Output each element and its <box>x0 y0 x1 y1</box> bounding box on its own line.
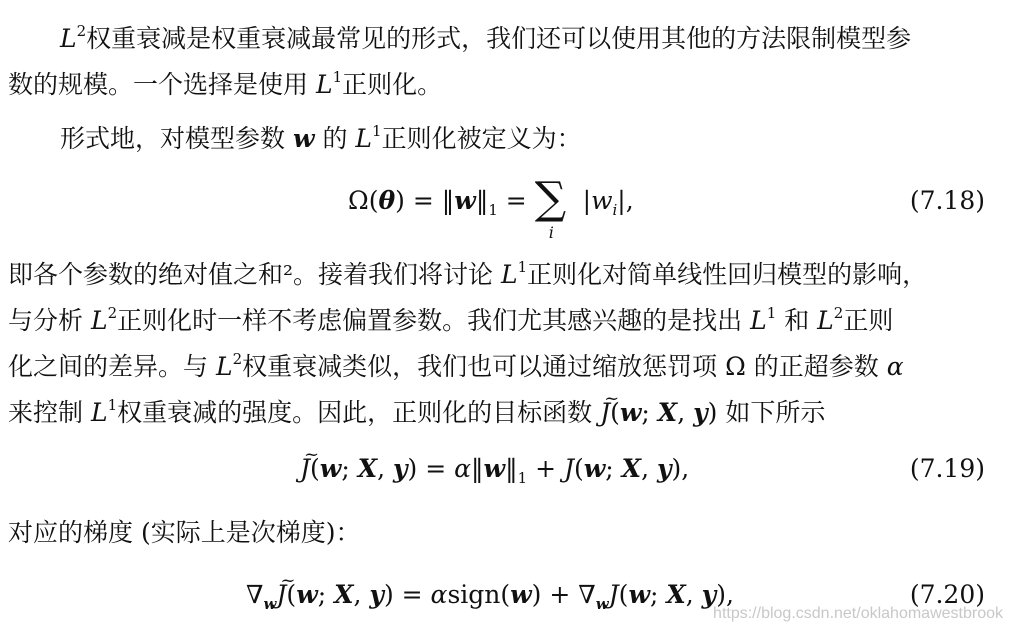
watermark-url: https://blog.csdn.net/oklahomawestbrook <box>713 605 1003 622</box>
para3-text-g: 化之间的差异。与 <box>8 352 209 381</box>
para3-text-b: 正则化对简单线性回归模型的影响， <box>527 260 928 289</box>
para1-text-a: 权重衰减是权重衰减最常见的形式，我们还可以使用其他的方法限制模型参 <box>86 24 912 53</box>
equation-7-19: ~ J(w; X, $y) = \alpha‖w‖_1 + J(w$; X, y), <box>300 452 689 486</box>
para3-line3: 化之间的差异。与 $L^2$权重衰减类似，我们也可以通过缩放惩罚项 Ω 的正超参数 α <box>8 350 904 381</box>
para3-text-j: 来控制 <box>8 398 84 427</box>
math-L2: L <box>60 24 77 53</box>
para3-text-c: 与分析 <box>8 306 84 335</box>
eq-number-7-20: (7.20) <box>909 580 985 609</box>
para3-text-e: 和 <box>784 306 810 335</box>
para2-text-c: 正则化被定义为： <box>381 124 582 153</box>
para4-line <box>8 516 360 550</box>
para3-line2: 与分析 $L^2$正则化时一样不考虑偏置参数。我们尤其感兴趣的是找出 $L^1$ 和 $L^2$正则 <box>8 304 894 335</box>
para1-text-b: 数的规模。一个选择是使用 <box>8 70 309 99</box>
para3-text-l: 如下所示 <box>725 398 826 427</box>
para4-text: 对应的梯度 (实际上是次梯度)： <box>8 518 361 547</box>
equation-7-18: $\Omega(\theta) = ‖w‖_1$ = ∑ i $|w_i|$, <box>348 172 634 242</box>
para1-line1: $L^2$权重衰减是权重衰减最常见的形式，我们还可以使用其他的方法限制模型参 <box>60 22 912 53</box>
para1-text-c: 正则化。 <box>342 70 443 99</box>
eq-number-7-19: (7.19) <box>909 454 985 483</box>
sum-symbol: ∑ i <box>534 172 567 242</box>
para3-text-a: 即各个参数的绝对值之和²。接着我们将讨论 <box>8 260 494 289</box>
para2-line: 形式地，对模型参数 w 的 $L^1$正则化被定义为： <box>60 122 582 153</box>
para3-text-i: 的正超参数 <box>753 352 879 381</box>
para3-text-h: 权重衰减类似，我们也可以通过缩放惩罚项 <box>242 352 718 381</box>
equation-7-20: $\nabla_w\sim$ J(w; X, y) = αsign(w) + $\nabla_wJ(w$; X, y), <box>246 578 734 612</box>
para3-line4: 来控制 $L^1$权重衰减的强度。因此，正则化的目标函数 ~ J(w; X, y) 如下所示 <box>8 396 825 430</box>
para3-text-f: 正则 <box>843 306 894 335</box>
eq-number-7-18: (7.18) <box>909 186 985 215</box>
para3-line1: 即各个参数的绝对值之和²。接着我们将讨论 $L^1$正则化对简单线性回归模型的影响， <box>8 258 928 289</box>
para3-text-k: 权重衰减的强度。因此，正则化的目标函数 <box>117 398 593 427</box>
para1-line2: 数的规模。一个选择是使用 $L^1$正则化。 <box>8 68 443 99</box>
para3-text-d: 正则化时一样不考虑偏置参数。我们尤其感兴趣的是找出 <box>117 306 743 335</box>
para2-text-a: 形式地，对模型参数 <box>60 124 286 153</box>
para2-text-b: 的 <box>322 124 348 153</box>
